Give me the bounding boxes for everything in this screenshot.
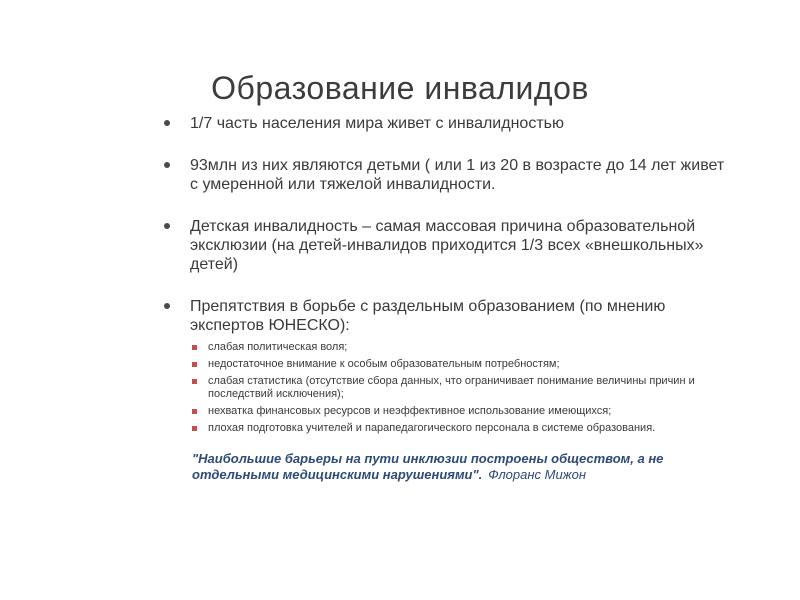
square-bullet-icon	[192, 409, 197, 414]
quote-text: "Наибольшие барьеры на пути инклюзии построены обществом, а не отдельными медицинскими нарушениями".	[192, 451, 664, 482]
sub-bullet-item	[190, 375, 732, 401]
bullet-item	[162, 114, 732, 133]
sub-bullet-text: слабая политическая воля;	[208, 341, 348, 353]
sub-bullet-item	[190, 405, 732, 418]
bullet-list	[162, 114, 732, 439]
bullet-item	[162, 297, 732, 435]
sub-bullet-item	[190, 422, 732, 435]
square-bullet-icon	[192, 426, 197, 431]
sub-bullet-text: нехватка финансовых ресурсов и неэффективное использование имеющихся;	[208, 405, 612, 417]
bullet-item	[162, 156, 732, 194]
sub-bullet-text: слабая статистика (отсутствие сбора данных, что ограничивает понимание величины причин и последствий исключения);	[208, 375, 695, 400]
quote-author: Флоранс Мижон	[488, 467, 587, 482]
bullet-dot-icon	[164, 223, 170, 229]
bullet-dot-icon	[164, 162, 170, 168]
sub-bullet-text: плохая подготовка учителей и парапедагогического персонала в системе образования.	[208, 422, 656, 434]
bullet-text: Детская инвалидность – самая массовая причина образовательной эксклюзии (на детей-инвалидов приходится 1/3 всех «внешкольных» детей)	[190, 218, 704, 273]
square-bullet-icon	[192, 362, 197, 367]
bullet-item	[162, 217, 732, 274]
square-bullet-icon	[192, 345, 197, 350]
sub-bullet-item	[190, 341, 732, 354]
slide-title: Образование инвалидов	[211, 70, 589, 106]
bullet-text: Препятствия в борьбе с раздельным образованием (по мнению экспертов ЮНЕСКО):	[190, 298, 666, 334]
sub-bullet-text: недостаточное внимание к особым образовательным потребностям;	[208, 358, 560, 370]
sub-bullet-item	[190, 358, 732, 371]
bullet-text: 1/7 часть населения мира живет с инвалидностью	[190, 115, 564, 132]
bullet-text: 93млн из них являются детьми ( или 1 из 20 в возрасте до 14 лет живет с умеренной или тяжелой инвалидности.	[190, 157, 725, 193]
bullet-dot-icon	[164, 120, 170, 126]
square-bullet-icon	[192, 379, 197, 384]
bullet-dot-icon	[164, 303, 170, 309]
quote-block	[192, 451, 732, 483]
sub-bullet-list	[190, 341, 732, 435]
